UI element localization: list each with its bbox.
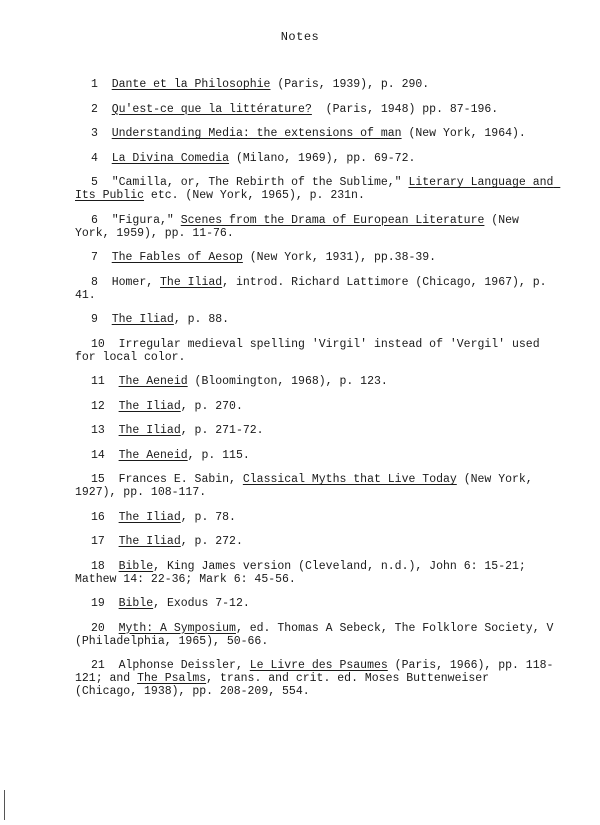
note-text: (Milano, 1969), pp. 69-72. [229, 151, 416, 165]
note-text: , p. 115. [187, 448, 250, 462]
note-item [75, 597, 555, 610]
note-item [75, 449, 555, 462]
note-number: 5 [91, 176, 98, 189]
note-text: , ed. Thomas A Sebeck, The Folklore Society, V (Philadelphia, 1965), 50-66. [75, 621, 561, 648]
note-item [75, 424, 555, 437]
note-text: , p. 272. [180, 535, 243, 548]
note-text: (New York, 1927), pp. 108-117. [75, 473, 540, 499]
scan-edge-mark [4, 790, 5, 820]
note-number: 1 [91, 78, 98, 91]
note-number: 13 [91, 424, 105, 437]
note-number: 11 [91, 375, 105, 388]
note-number: 12 [91, 399, 105, 413]
note-item [75, 375, 555, 388]
note-title: The Iliad [118, 535, 181, 548]
note-item [75, 251, 555, 264]
note-text: Alphonse Deissler, [118, 659, 250, 672]
note-text: (New York, 1964). [401, 127, 526, 140]
note-text: (New York, 1931), pp.38-39. [242, 251, 437, 264]
note-item [75, 313, 555, 326]
note-item [75, 214, 555, 240]
note-number: 16 [91, 510, 105, 524]
note-title: Qu'est-ce que la littérature? [111, 102, 312, 116]
note-title: The Psalms [137, 672, 207, 685]
note-text: Irregular medieval spelling 'Virgil' instead of 'Vergil' used for local color. [75, 337, 547, 364]
note-number: 18 [91, 559, 105, 573]
note-item [75, 400, 555, 413]
note-title: Scenes from the Drama of European Literature [180, 213, 485, 227]
note-title: Dante et la Philosophie [111, 78, 271, 91]
note-text: etc. (New York, 1965), p. 231n. [144, 189, 365, 202]
note-number: 19 [91, 597, 105, 610]
note-title: The Iliad [118, 510, 181, 524]
notes-list [75, 78, 561, 710]
note-title: Bible [118, 597, 154, 610]
note-number: 15 [91, 473, 105, 486]
note-text: (Paris, 1948) pp. 87-196. [311, 102, 499, 116]
note-item [75, 473, 555, 499]
note-item [75, 621, 561, 648]
note-title: The Iliad [160, 275, 223, 289]
note-text: (Bloomington, 1968), p. 123. [187, 375, 388, 388]
note-title: Literary Language and Its Public [75, 176, 561, 202]
note-number: 2 [91, 102, 98, 116]
note-item [75, 659, 555, 698]
note-number: 3 [91, 127, 98, 140]
note-text: "Camilla, or, The Rebirth of the Sublime," [111, 176, 409, 189]
note-item [75, 511, 555, 524]
note-item [75, 176, 561, 202]
note-number: 21 [91, 659, 105, 672]
note-text: , p. 271-72. [180, 424, 264, 437]
note-title: Understanding Media: the extensions of man [111, 127, 402, 140]
note-number: 10 [91, 337, 105, 351]
note-item [75, 560, 555, 586]
note-item [75, 338, 555, 364]
note-text: , introd. Richard Lattimore (Chicago, 1967), p. 41. [75, 275, 554, 302]
note-number: 9 [91, 313, 98, 326]
note-title: La Divina Comedia [111, 151, 230, 165]
note-text: , Exodus 7-12. [153, 597, 250, 610]
note-item [75, 535, 555, 548]
note-number: 20 [91, 621, 105, 635]
note-item [75, 103, 555, 116]
note-text: (Paris, 1939), p. 290. [270, 78, 430, 91]
note-text: , p. 78. [180, 510, 236, 524]
note-text: "Figura," [111, 213, 181, 227]
note-title: Myth: A Symposium [118, 621, 236, 635]
note-text: , trans. and crit. ed. Moses Buttenweiser (Chicago, 1938), pp. 208-209, 554. [75, 672, 496, 698]
note-title: The Iliad [118, 399, 181, 413]
note-item [75, 276, 555, 302]
note-text: , p. 88. [173, 313, 230, 326]
note-title: The Aeneid [118, 448, 188, 462]
note-text: Frances E. Sabin, [118, 473, 243, 486]
note-item [75, 78, 555, 91]
note-number: 14 [91, 448, 105, 462]
note-title: The Aeneid [118, 375, 188, 388]
note-text: , King James version (Cleveland, n.d.), John 6: 15-21; Mathew 14: 22-36; Mark 6: 45-56. [75, 559, 533, 586]
note-number: 17 [91, 535, 105, 548]
note-text: Homer, [111, 275, 161, 289]
note-text: (Paris, 1966), pp. 118-121; and [75, 659, 554, 685]
note-text: , p. 270. [180, 399, 243, 413]
note-title: Bible [118, 559, 154, 573]
note-number: 6 [91, 213, 98, 227]
note-item [75, 127, 555, 140]
note-title: The Fables of Aesop [111, 251, 243, 264]
note-text: (New York, 1959), pp. 11-76. [75, 213, 526, 240]
note-title: Le Livre des Psaumes [249, 659, 388, 672]
note-title: The Iliad [111, 313, 174, 326]
note-number: 8 [91, 275, 98, 289]
note-number: 7 [91, 251, 98, 264]
note-title: The Iliad [118, 424, 181, 437]
note-item [75, 152, 555, 165]
page-title: Notes [280, 30, 320, 44]
note-title: Classical Myths that Live Today [242, 473, 457, 486]
note-number: 4 [91, 151, 98, 165]
